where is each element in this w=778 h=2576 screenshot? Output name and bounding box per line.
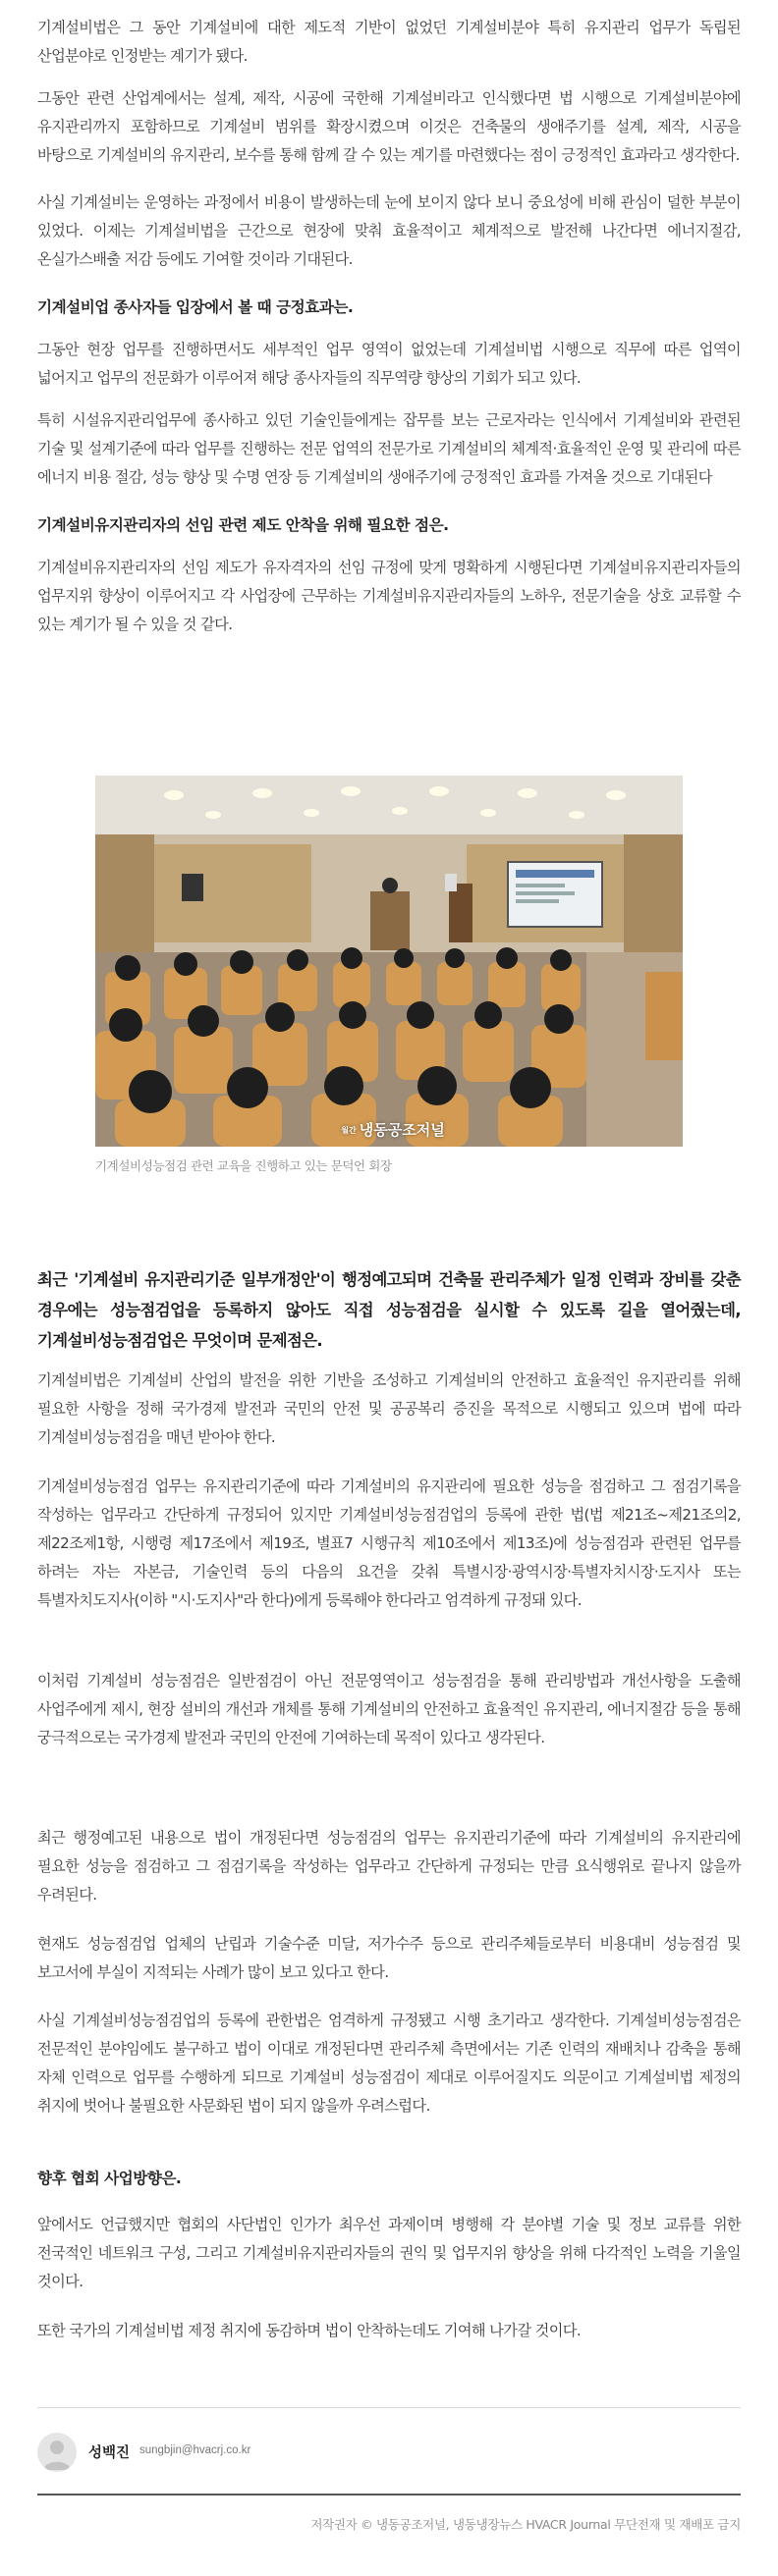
photo-watermark: 월간 냉동공조저널 xyxy=(341,1121,445,1139)
paragraph: 이처럼 기계설비 성능점검은 일반점검이 아닌 전문영역이고 성능점검을 통해 관리방법과 개선사항을 도출해 사업주에게 제시, 현장 설비의 개선과 개체를 통해 기계설비의 안전하고 효율적인 유지관리, 에너지절감 등을 통해 궁극적으로는 국가경제 발전과 국민의 안전에 기여하는데 목적이 있다고 생각된다. xyxy=(37,1672,741,1746)
section-heading: 기계설비업 종사자들 입장에서 볼 때 긍정효과는. xyxy=(37,298,354,316)
user-icon xyxy=(37,2433,77,2472)
paragraph: 현재도 성능점검업 업체의 난립과 기술수준 미달, 저가수주 등으로 관리주체들로부터 비용대비 성능점검 및 보고서에 부실이 지적되는 사례가 많이 보고 있다고 한다. xyxy=(37,1935,741,1981)
photo-caption: 기계설비성능점검 관련 교육을 진행하고 있는 문덕언 회장 xyxy=(95,1158,392,1173)
article-photo xyxy=(95,776,683,1147)
paragraph: 기계설비성능점검 업무는 유지관리기준에 따라 기계설비의 유지관리에 필요한 성능을 점검하고 그 점검기록을 작성하는 업무라고 간단하게 규정되어 있지만 기계설비성능점검업의 등록에 관한 법(법 제21조~제21조의2, 제22조제1항, 시행령 제17조에서 제19조, 별표7 시행규칙 제10조에서 제13조)에 성능점검과 관련된 업무를 하려는 자는 자본금, 기술인력 등의 다음의 요건을 갖춰 특별시장·광역시장·특별자치시장·도지사 또는 특별자치도지사(이하 "시·도지사"라 한다)에게 등록해야 한다라고 엄격하게 규정돼 있다. xyxy=(37,1477,741,1609)
author-name: 성백진 xyxy=(88,2445,131,2461)
paragraph: 특히 시설유지관리업무에 종사하고 있던 기술인들에게는 잡무를 보는 근로자라는 인식에서 기계설비와 관련된 기술 및 설계기준에 따라 업무를 진행하는 전문 업역의 전문가로 기계설비의 체계적·효율적인 운영 및 관리에 따른 에너지 비용 절감, 성능 향상 및 수명 연장 등 기계설비의 생애주기에 긍정적인 효과를 가져올 것으로 기대된다 xyxy=(37,411,741,486)
interview-question: 최근 '기계설비 유지관리기준 일부개정안'이 행정예고되며 건축물 관리주체가 일정 인력과 장비를 갖춘 경우에는 성능점검업을 등록하지 않아도 직접 성능점검을 실시할 수 있도록 길을 열어줬는데, 기계설비성능점검업은 무엇이며 문제점은. xyxy=(37,1270,741,1350)
paragraph: 그동안 관련 산업계에서는 설계, 제작, 시공에 국한해 기계설비라고 인식했다면 법 시행으로 기계설비분야에 유지관리까지 포함하므로 기계설비 범위를 확장시켰으며 이것은 건축물의 생애주기를 설계, 제작, 시공을 바탕으로 기계설비의 유지관리, 보수를 통해 함께 갈 수 있는 계기를 마련했다는 점이 긍정적인 효과라고 생각한다. xyxy=(37,89,741,164)
footer-divider xyxy=(37,2494,741,2496)
paragraph: 기계설비유지관리자의 선임 제도가 유자격자의 선임 규정에 맞게 명확하게 시행된다면 기계설비유지관리자들의 업무지위 향상이 이루어지고 각 사업장에 근무하는 기계설비유지관리자들의 노하우, 전문기술을 상호 교류할 수 있는 계기가 될 수 있을 것 같다. xyxy=(37,559,741,633)
paragraph: 앞에서도 언급했지만 협회의 사단법인 인가가 최우선 과제이며 병행해 각 분야별 기술 및 정보 교류를 위한 전국적인 네트워크 구성, 그리고 기계설비유지관리자들의 권익 및 업무지위 향상을 위해 다각적인 노력을 기울일 것이다. xyxy=(37,2216,741,2290)
paragraph: 기계설비법은 그 동안 기계설비에 대한 제도적 기반이 없었던 기계설비분야 특히 유지관리 업무가 독립된 산업분야로 인정받는 계기가 됐다. xyxy=(37,19,741,65)
paragraph: 사실 기계설비성능점검업의 등록에 관한법은 엄격하게 규정됐고 시행 초기라고 생각한다. 기계설비성능점검은 전문적인 분야임에도 불구하고 법이 이대로 개정된다면 관리주체 측면에서는 기존 인력의 재배치나 감축을 통해 자체 인력으로 업무를 수행하게 되므로 기계설비 성능점검이 제대로 이루어질지도 의문이고 기계설비법 제정의 취지에 벗어나 불필요한 사문화된 법이 되지 않을까 우려스럽다. xyxy=(37,2012,741,2115)
section-heading: 향후 협회 사업방향은. xyxy=(37,2170,182,2187)
copyright-notice: 저작권자 © 냉동공조저널, 냉동냉장뉴스 HVACR Journal 무단전재 및 재배포 금지 xyxy=(310,2517,741,2532)
divider xyxy=(37,2407,741,2408)
paragraph: 사실 기계설비는 운영하는 과정에서 비용이 발생하는데 눈에 보이지 않다 보니 중요성에 비해 관심이 덜한 부분이 있었다. 이제는 기계설비법을 근간으로 현장에 맞춰 효율적이고 체계적으로 발전해 나간다면 에너지절감, 온실가스배출 저감 등에도 기여할 것이라 기대된다. xyxy=(37,193,741,268)
section-heading: 기계설비유지관리자의 선임 관련 제도 안착을 위해 필요한 점은. xyxy=(37,516,449,534)
paragraph: 그동안 현장 업무를 진행하면서도 세부적인 업무 영역이 없었는데 기계설비법 시행으로 직무에 따른 업역이 넓어지고 업무의 전문화가 이루어져 해당 종사자들의 직무역량 향상의 기회가 되고 있다. xyxy=(37,341,741,387)
paragraph: 기계설비법은 기계설비 산업의 발전을 위한 기반을 조성하고 기계설비의 안전하고 효율적인 유지관리를 위해 필요한 사항을 정해 국가경제 발전과 국민의 안전 및 공공복리 증진을 목적으로 시행되고 있으며 법에 따라 기계설비성능점검을 매년 받아야 한다. xyxy=(37,1371,741,1446)
avatar xyxy=(37,2433,77,2472)
author-email[interactable]: sungbjin@hvacrj.co.kr xyxy=(139,2444,251,2456)
paragraph: 최근 행정예고된 내용으로 법이 개정된다면 성능점검의 업무는 유지관리기준에 따라 기계설비의 유지관리에 필요한 성능을 점검하고 그 점검기록을 작성하는 업무라고 간단하게 규정되는 만큼 요식행위로 끝나지 않을까 우려된다. xyxy=(37,1829,741,1904)
paragraph: 또한 국가의 기계설비법 제정 취지에 동감하며 법이 안착하는데도 기여해 나가갈 것이다. xyxy=(37,2322,582,2339)
